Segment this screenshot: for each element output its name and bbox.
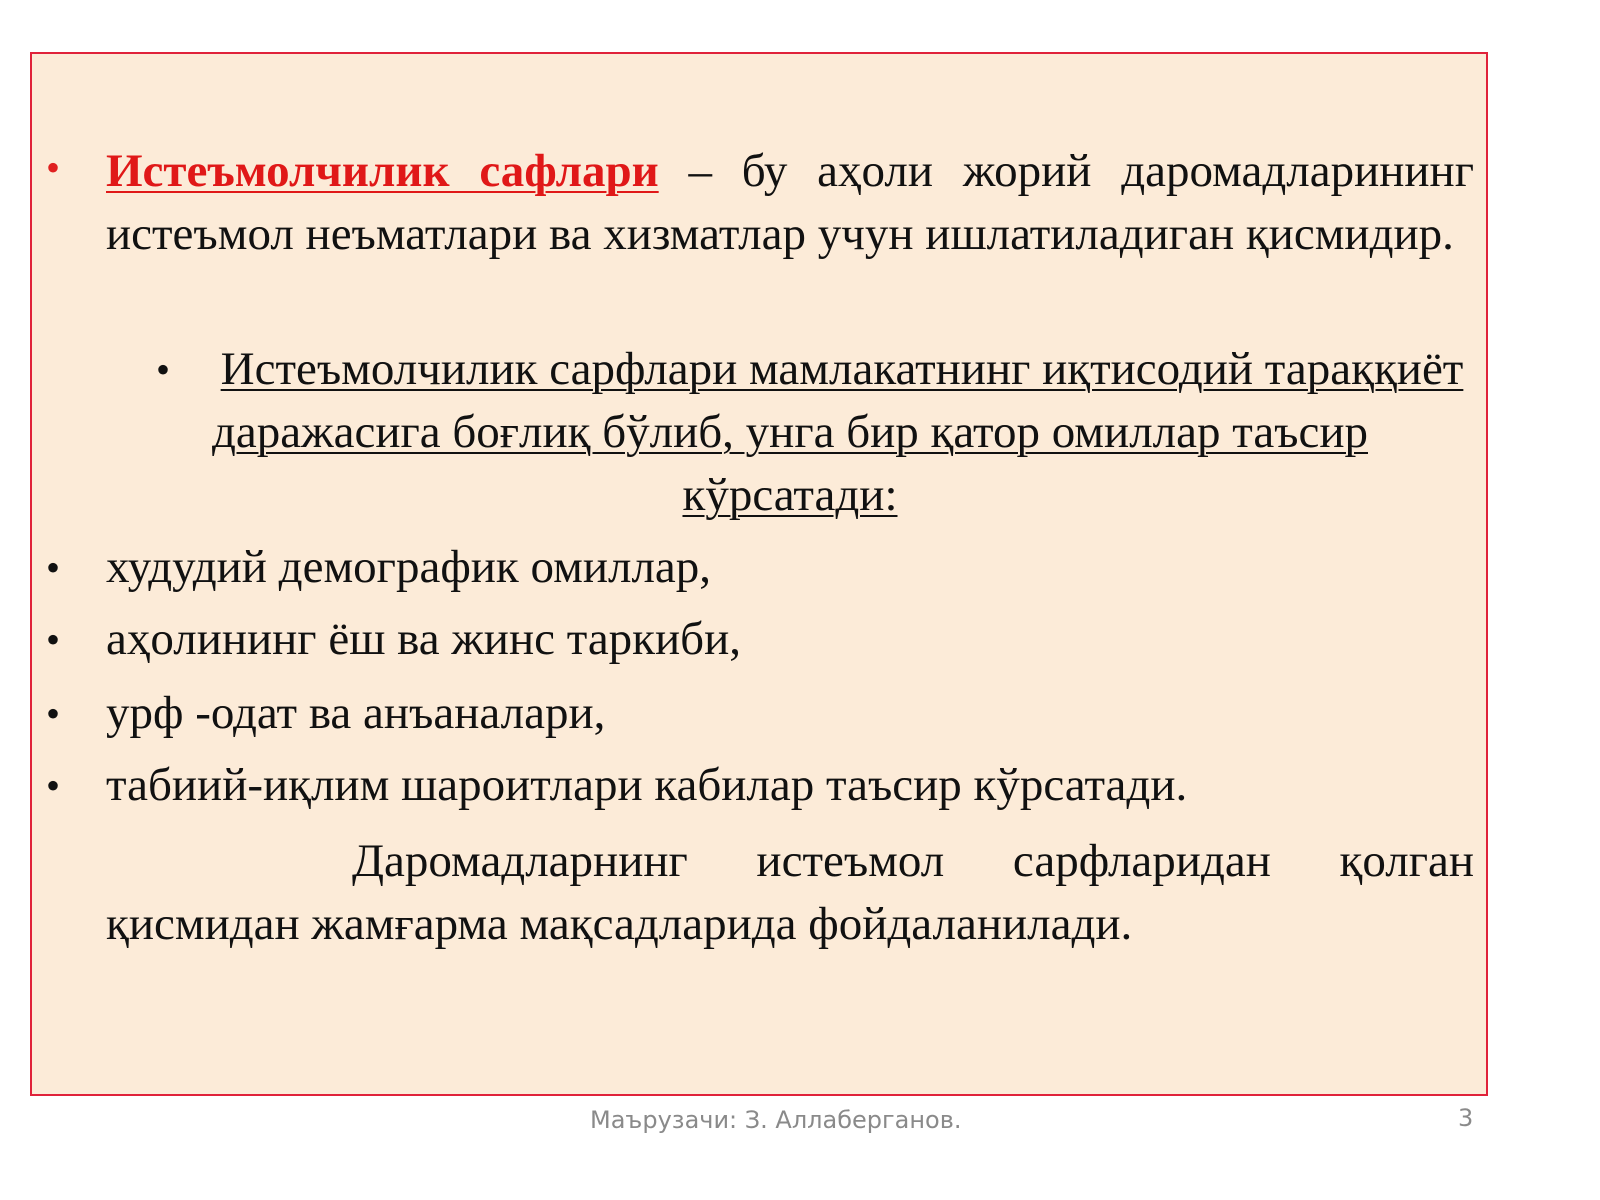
bullet-definition: • — [46, 145, 61, 190]
factors-intro-text: Истеъмолчилик сарфлари мамлакатнинг иқтисодий тараққиёт даражасига боғлиқ бўлиб, унга бир қатор омиллар таъсир кўрсатади: — [212, 343, 1464, 521]
footer-author: Маърузачи: З. Аллаберганов. — [590, 1106, 962, 1134]
conclusion-text: Даромадларнинг истеъмол сарфларидан қолган қисмидан жамғарма мақсадларида фойдаланилади. — [106, 835, 1474, 950]
bullet-factor-2: • — [46, 617, 61, 662]
definition-paragraph — [106, 140, 1474, 266]
bullet-factor-4: • — [46, 763, 61, 808]
definition-term: Истеъмолчилик сафлари — [106, 145, 659, 197]
page-number: 3 — [1458, 1104, 1474, 1132]
slide-frame — [30, 52, 1488, 1096]
factors-intro — [112, 338, 1468, 527]
bullet-factor-1: • — [46, 545, 61, 590]
slide-content — [32, 54, 1486, 1094]
factor-item-1: худудий демографик омиллар, — [106, 541, 712, 593]
factor-item-3: урф -одат ва анъаналари, — [106, 687, 606, 739]
factor-item-4: табиий-иқлим шароитлари кабилар таъсир кўрсатади. — [106, 759, 1188, 811]
bullet-factors-intro: • — [156, 347, 171, 392]
definition-text: – бу аҳоли жорий даромадларининг истеъмол неъматлари ва хизматлар учун ишлатиладиган қисмидир. — [106, 145, 1474, 260]
factor-item-2: аҳолининг ёш ва жинс таркиби, — [106, 613, 741, 665]
bullet-factor-3: • — [46, 691, 61, 736]
conclusion-paragraph — [106, 830, 1474, 956]
